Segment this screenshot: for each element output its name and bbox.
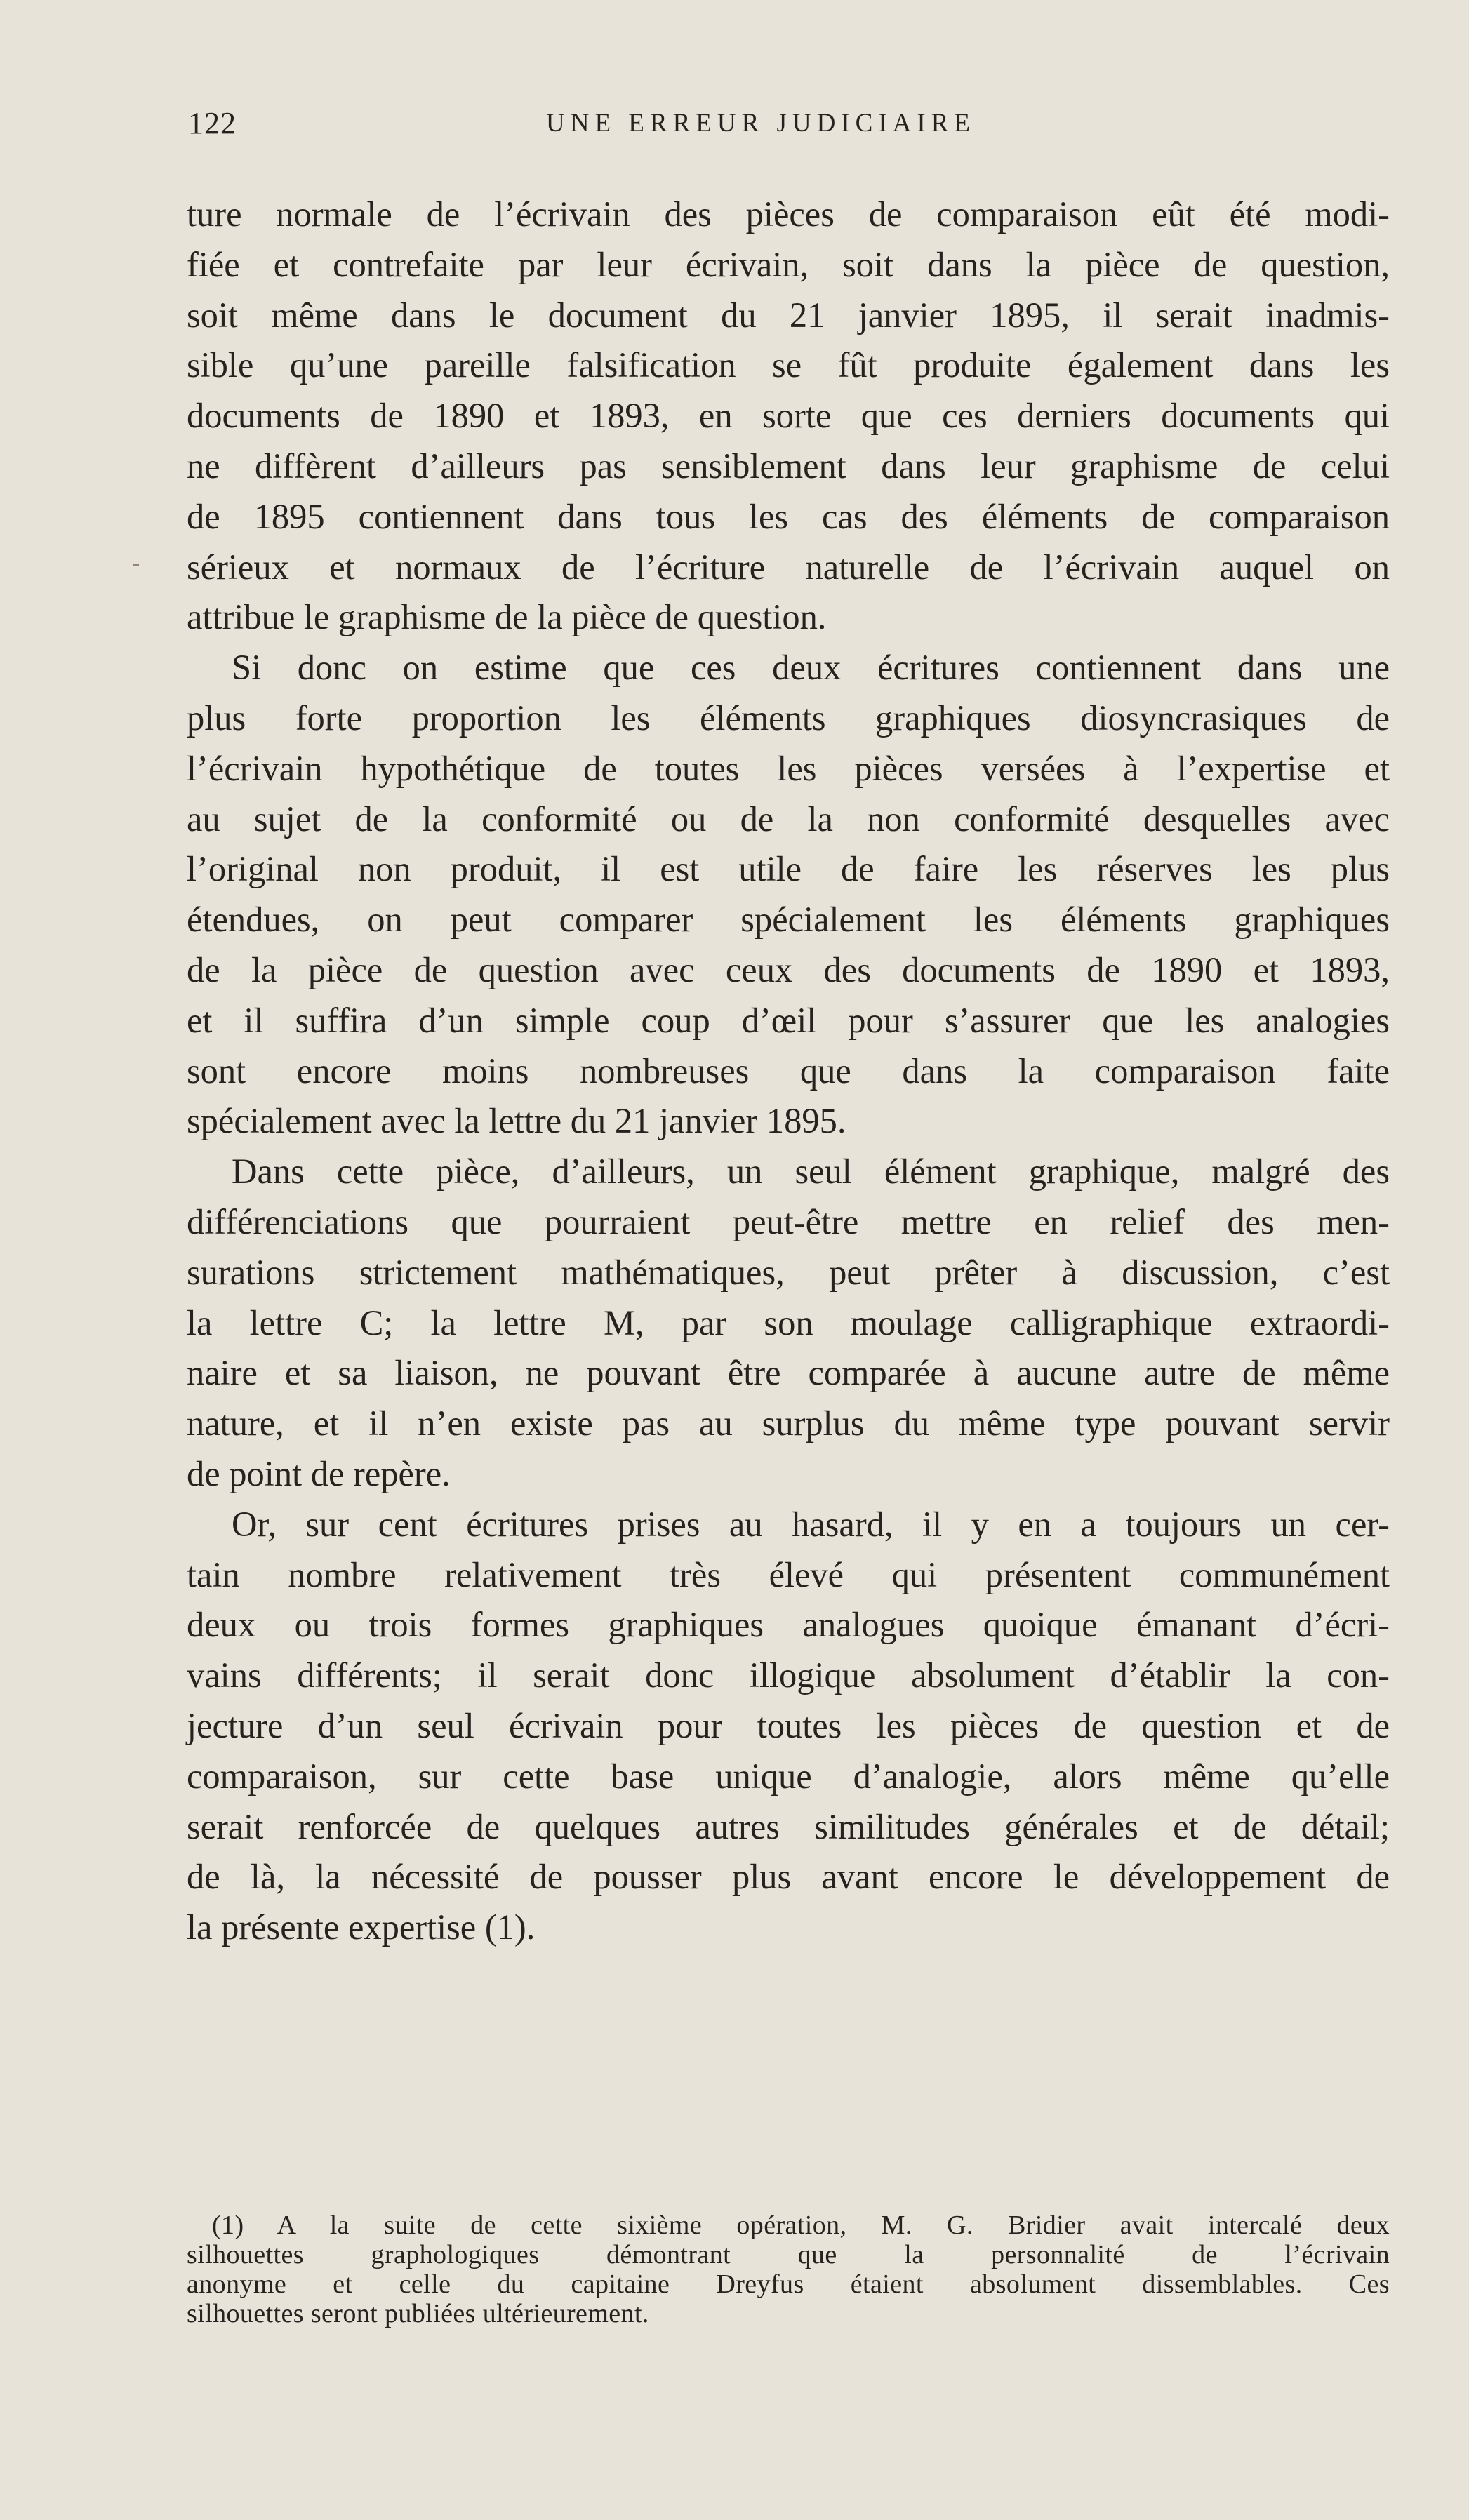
text-line: vains différents; il serait donc illogique absolument d’établir la con- (187, 1655, 1390, 1695)
text-line: fiée et contrefaite par leur écrivain, soit dans la pièce de question, (187, 244, 1390, 284)
footnote-line: silhouettes seront publiées ultérieurement. (187, 2299, 649, 2328)
text-line: sérieux et normaux de l’écriture naturelle de l’écrivain auquel on (187, 547, 1390, 587)
text-line: deux ou trois formes graphiques analogues quoique émanant d’écri- (187, 1605, 1390, 1645)
text-line: la présente expertise (1). (187, 1907, 536, 1947)
text-line: Si donc on estime que ces deux écritures contiennent dans une (232, 648, 1390, 688)
footnote-line: anonyme et celle du capitaine Dreyfus étaient absolument dissemblables. Ces (187, 2269, 1390, 2299)
text-line: sont encore moins nombreuses que dans la comparaison faite (187, 1051, 1390, 1091)
text-line: la lettre C; la lettre M, par son moulage calligraphique extraordi- (187, 1302, 1390, 1342)
text-line: de 1895 contiennent dans tous les cas des éléments de comparaison (187, 496, 1390, 536)
text-line: l’écrivain hypothétique de toutes les pièces versées à l’expertise et (187, 748, 1390, 788)
text-line: et il suffira d’un simple coup d’œil pour s’assurer que les analogies (187, 1000, 1390, 1040)
text-line: comparaison, sur cette base unique d’analogie, alors même qu’elle (187, 1756, 1390, 1796)
margin-mark (133, 564, 139, 566)
text-line: surations strictement mathématiques, peut prêter à discussion, c’est (187, 1252, 1390, 1292)
body-text (187, 189, 1390, 1953)
page-number: 122 (188, 106, 237, 140)
text-line: de là, la nécessité de pousser plus avant encore le développement de (187, 1857, 1390, 1897)
footnote-line: silhouettes graphologiques démontrant que la personnalité de l’écrivain (187, 2240, 1390, 2269)
text-line: Or, sur cent écritures prises au hasard, il y en a toujours un cer- (232, 1504, 1390, 1544)
text-line: Dans cette pièce, d’ailleurs, un seul élément graphique, malgré des (232, 1152, 1390, 1192)
text-line: au sujet de la conformité ou de la non conformité desquelles avec (187, 799, 1390, 839)
text-line: de point de repère. (187, 1453, 451, 1493)
text-line: serait renforcée de quelques autres similitudes générales et de détail; (187, 1806, 1390, 1846)
running-title: UNE ERREUR JUDICIAIRE (546, 109, 976, 138)
text-line: ture normale de l’écrivain des pièces de comparaison eût été modi- (187, 194, 1390, 234)
footnote-line: (1) A la suite de cette sixième opération, M. G. Bridier avait intercalé deux (212, 2211, 1390, 2240)
text-line: attribue le graphisme de la pièce de question. (187, 597, 827, 637)
text-line: soit même dans le document du 21 janvier 1895, il serait inadmis- (187, 295, 1390, 335)
text-line: naire et sa liaison, ne pouvant être comparée à aucune autre de même (187, 1353, 1390, 1393)
text-line: jecture d’un seul écrivain pour toutes les pièces de question et de (187, 1705, 1390, 1745)
text-line: documents de 1890 et 1893, en sorte que ces derniers documents qui (187, 396, 1390, 436)
text-line: de la pièce de question avec ceux des documents de 1890 et 1893, (187, 949, 1390, 989)
text-line: étendues, on peut comparer spécialement les éléments graphiques (187, 900, 1390, 940)
text-line: spécialement avec la lettre du 21 janvier 1895. (187, 1101, 846, 1141)
text-line: plus forte proportion les éléments graphiques diosyncrasiques de (187, 698, 1390, 738)
text-line: l’original non produit, il est utile de faire les réserves les plus (187, 849, 1390, 889)
text-line: sible qu’une pareille falsification se fût produite également dans les (187, 345, 1390, 385)
text-line: tain nombre relativement très élevé qui présentent communément (187, 1554, 1390, 1594)
text-line: différenciations que pourraient peut-être mettre en relief des men- (187, 1201, 1390, 1241)
footnote (187, 2211, 1390, 2328)
text-line: ne diffèrent d’ailleurs pas sensiblement dans leur graphisme de celui (187, 446, 1390, 486)
text-line: nature, et il n’en existe pas au surplus du même type pouvant servir (187, 1404, 1390, 1444)
page-header (188, 105, 1388, 147)
